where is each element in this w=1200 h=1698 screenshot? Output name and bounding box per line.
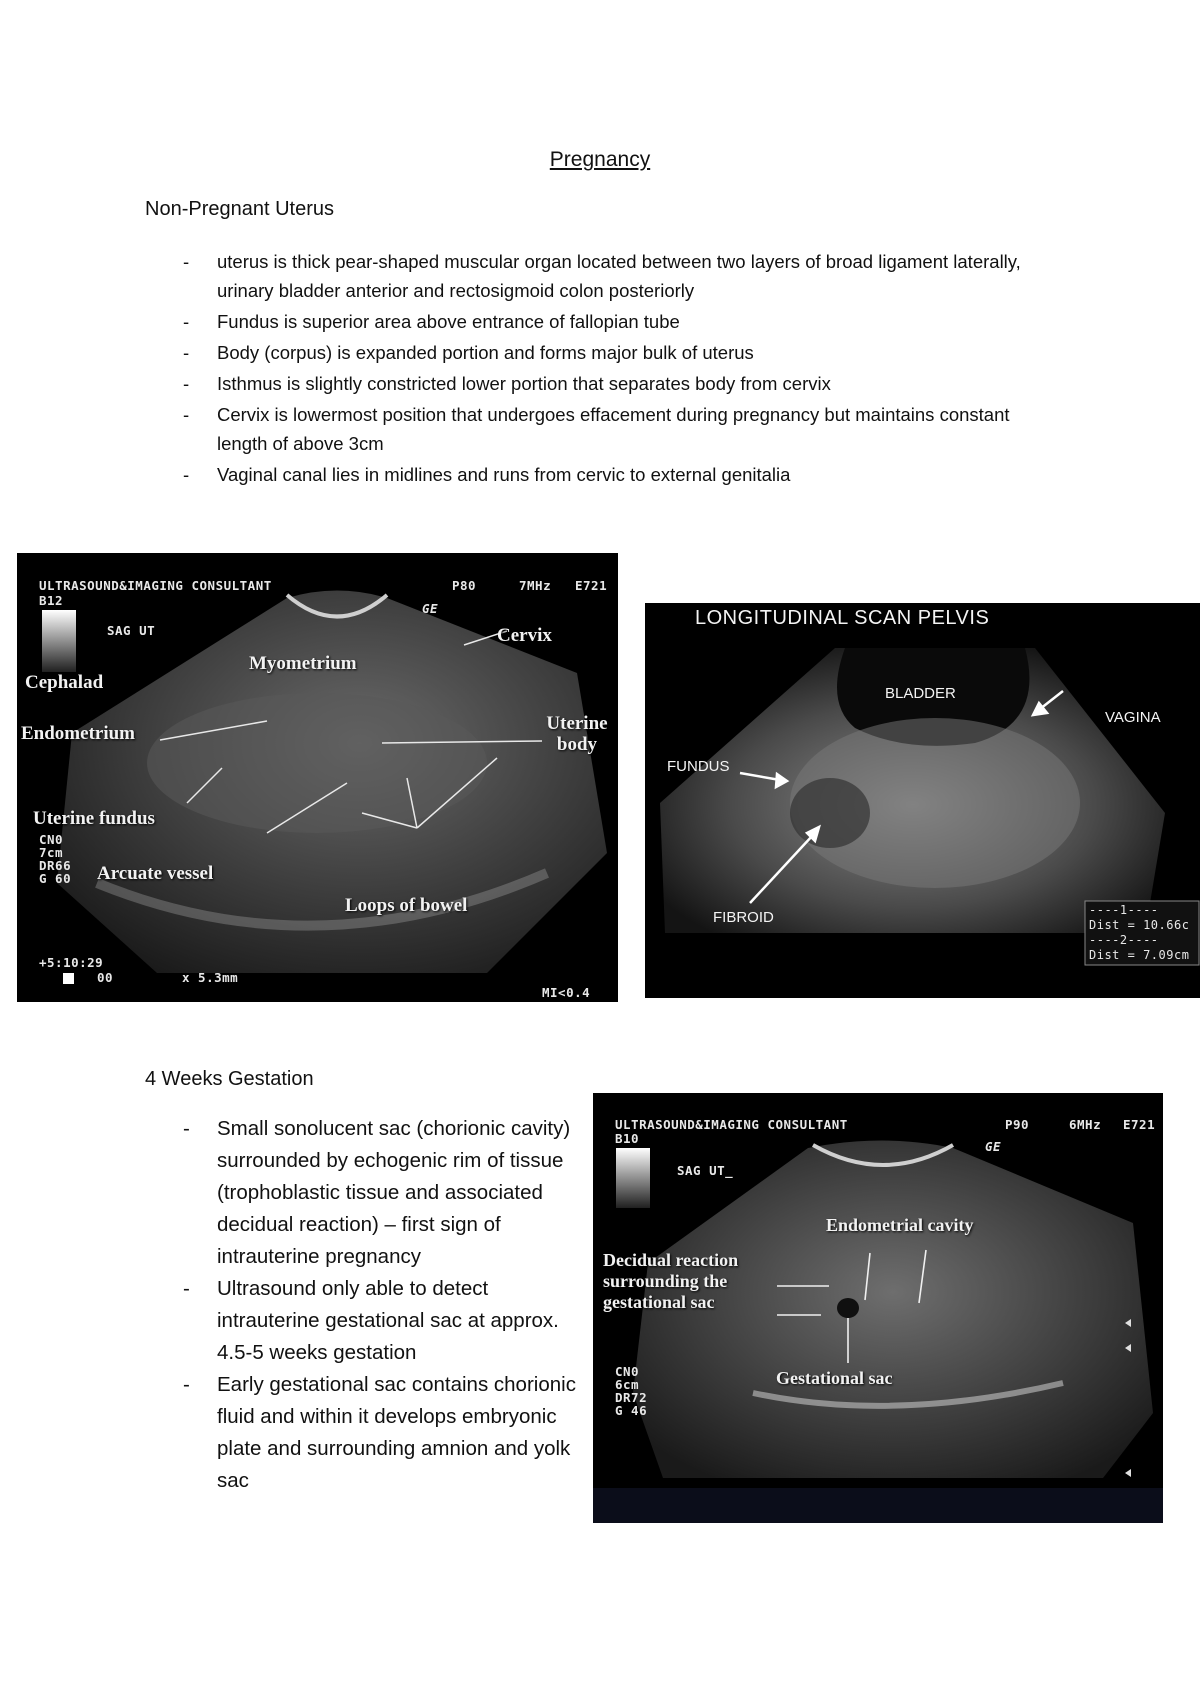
us2-measure-line: ----2---- [1089, 933, 1159, 947]
us1-power: P80 [452, 578, 477, 593]
us2-measure-box [1089, 903, 1189, 963]
us1-label-cervix: Cervix [497, 625, 552, 646]
us3-header: ULTRASOUND&IMAGING CONSULTANT [615, 1117, 848, 1132]
bullet-list-4-weeks [145, 1113, 595, 1497]
bullet-item: - Small sonolucent sac (chorionic cavity) surrounded by echogenic rim of tissue (trophoblastic tissue and associated decidual reaction) – first sign of intrauterine pregnancy [145, 1113, 595, 1273]
us2-measure-line: ----1---- [1089, 903, 1159, 917]
us2-label-vagina: VAGINA [1105, 709, 1161, 726]
us1-label-cephalad: Cephalad [25, 672, 104, 693]
bullet-item: - Fundus is superior area above entrance of fallopian tube [145, 307, 1045, 336]
us1-b: B12 [39, 593, 64, 608]
ultrasound-fan-graphic [17, 553, 618, 1002]
us1-param: 7cm [39, 845, 64, 860]
us1-label-loops-of-bowel: Loops of bowel [345, 895, 468, 916]
us1-sag: SAG UT [107, 623, 156, 638]
bullet-item: - Ultrasound only able to detect intrauterine gestational sac at approx. 4.5-5 weeks gestation [145, 1273, 595, 1369]
us3-power: P90 [1005, 1117, 1030, 1132]
us1-ge: GE [422, 601, 439, 616]
us1-label-uterine-body: Uterine body [546, 713, 608, 755]
us1-measure: x 5.3mm [182, 970, 239, 985]
us3-code: E721 [1123, 1117, 1156, 1132]
us2-label-fundus: FUNDUS [667, 758, 730, 775]
bullet-item: - Isthmus is slightly constricted lower portion that separates body from cervix [145, 369, 1045, 398]
us1-mi: MI<0.4 [542, 985, 591, 1000]
us1-label-uterine-fundus: Uterine fundus [33, 808, 155, 829]
ultrasound-longitudinal-pelvis [645, 603, 1200, 998]
us2-title: LONGITUDINAL SCAN PELVIS [695, 607, 990, 629]
us1-param: CN0 [39, 832, 64, 847]
bullet-item: - Vaginal canal lies in midlines and runs from cervic to external genitalia [145, 460, 1045, 489]
us3-param: G 46 [615, 1403, 648, 1418]
us1-param: DR66 [39, 858, 72, 873]
bullet-item: - Cervix is lowermost position that undergoes effacement during pregnancy but maintains constant length of above 3cm [145, 400, 1045, 458]
us1-time: +5:10:29 [39, 955, 104, 970]
us1-params [39, 833, 71, 885]
us3-param: 6cm [615, 1377, 640, 1392]
ultrasound-gestational-sac [593, 1093, 1163, 1523]
us3-frequency: 6MHz [1069, 1117, 1102, 1132]
us3-param: CN0 [615, 1364, 640, 1379]
us1-label-endometrium: Endometrium [21, 723, 135, 744]
us3-params [615, 1365, 647, 1417]
bullet-list-non-pregnant [145, 247, 1045, 491]
us1-param: G 60 [39, 871, 72, 886]
us3-b: B10 [615, 1131, 640, 1146]
us1-marker-square [63, 973, 74, 984]
us3-label-decidual-reaction: Decidual reaction surrounding the gestational sac [603, 1250, 739, 1312]
us2-measure-line: Dist = 7.09cm [1089, 948, 1190, 962]
ultrasound-sagittal-uterus [17, 553, 618, 1002]
us3-param: DR72 [615, 1390, 648, 1405]
us2-label-bladder: BLADDER [885, 685, 956, 702]
page-title: Pregnancy [549, 148, 651, 171]
bullet-item: - uterus is thick pear-shaped muscular organ located between two layers of broad ligament laterally, urinary bladder anterior and rectosigmoid colon posteriorly [145, 247, 1045, 305]
us3-label-endometrial-cavity: Endometrial cavity [826, 1215, 974, 1235]
us1-header: ULTRASOUND&IMAGING CONSULTANT [39, 578, 272, 593]
us2-measure-line: Dist = 10.66c [1089, 918, 1190, 932]
us1-frame: 00 [97, 970, 114, 985]
section-heading-4-weeks: 4 Weeks Gestation [145, 1068, 314, 1090]
us3-ge: GE [985, 1139, 1002, 1154]
us1-label-arcuate-vessel: Arcuate vessel [97, 863, 214, 884]
us1-label-myometrium: Myometrium [249, 653, 357, 674]
bullet-item: - Early gestational sac contains chorionic fluid and within it develops embryonic plate and surrounding amnion and yolk sac [145, 1369, 595, 1497]
us1-code: E721 [575, 578, 608, 593]
us2-label-fibroid: FIBROID [713, 909, 774, 926]
bullet-item: - Body (corpus) is expanded portion and forms major bulk of uterus [145, 338, 1045, 367]
us3-label-gestational-sac: Gestational sac [776, 1368, 893, 1388]
us3-sag: SAG UT_ [677, 1163, 734, 1178]
us1-frequency: 7MHz [519, 578, 552, 593]
section-heading-non-pregnant: Non-Pregnant Uterus [145, 198, 334, 220]
